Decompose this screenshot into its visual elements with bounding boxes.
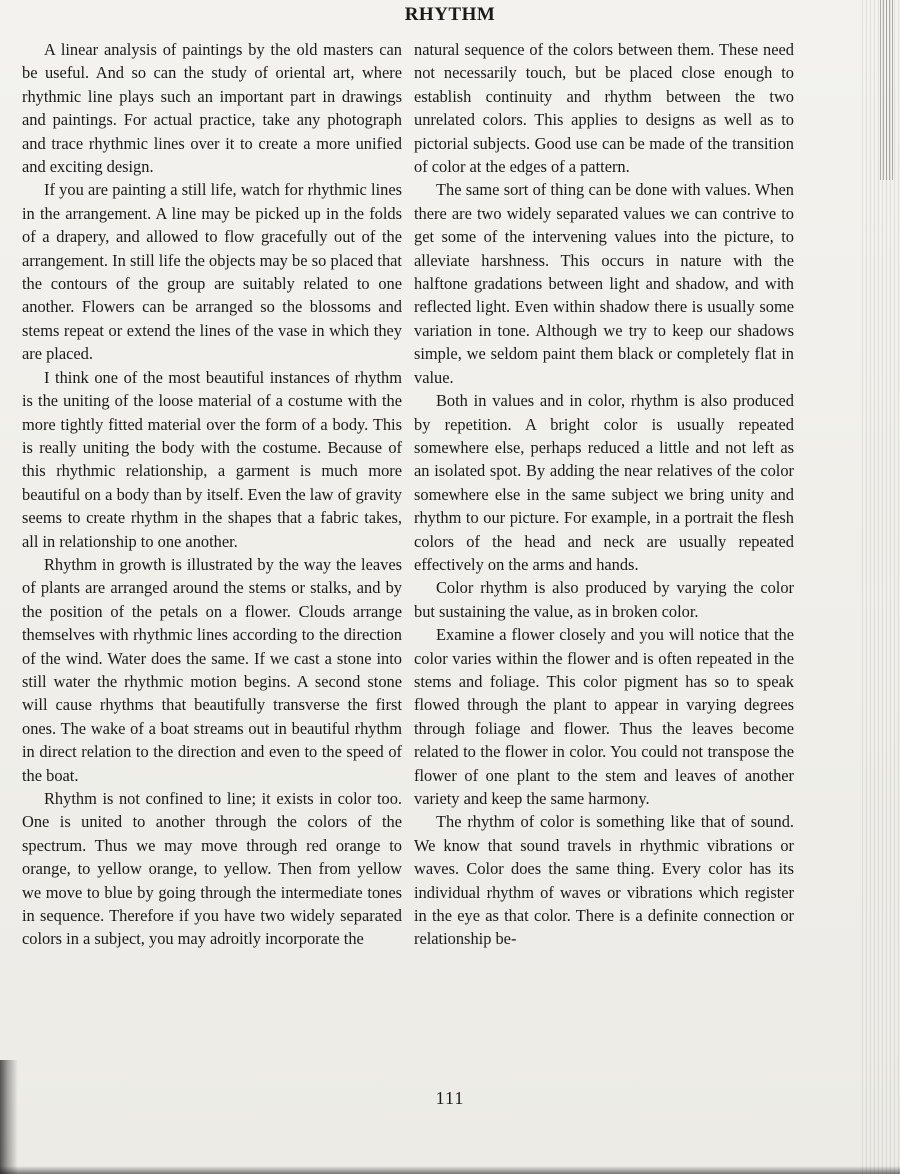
paragraph: Examine a flower closely and you will notice that the color varies within the flower and is often repeated in the stems and foliage. This color pigment has so to speak flowed through the plant to appear in varying degrees through foliage and flower. Thus the leaves become related to the flower in color. You could not transpose the flower of one plant to the stem and leaves of another variety and keep the same harmony. (414, 625, 794, 808)
page-number: 111 (435, 1088, 465, 1108)
paragraph: Both in values and in color, rhythm is also produced by repetition. A bright color is usually repeated somewhere else, perhaps reduced a little and not left as an isolated spot. By adding the near relatives of the color somewhere else in the same subject we bring unity and rhythm to our picture. For example, in a portrait the flesh colors of the head and neck are usually repeated effectively on the arms and hands. (414, 391, 794, 574)
paragraph: Rhythm is not confined to line; it exists in color too. One is united to another through the colors of the spectrum. Thus we may move through red orange to orange, to yellow orange, to yellow. Then from yellow we move to blue by going through the intermediate tones in sequence. Therefore if you have two widely separated colors in a subject, you may adroitly incorporate the (22, 789, 402, 949)
paragraph: natural sequence of the colors between them. These need not necessarily touch, but be placed close enough to establish continuity and rhythm between the two unrelated colors. This applies to designs as well as to pictorial subjects. Good use can be made of the transition of color at the edges of a pattern. (414, 40, 794, 177)
paragraph: The same sort of thing can be done with values. When there are two widely separated values we can contrive to get some of the intervening values into the picture, to alleviate harshness. This occurs in nature with the halftone gradations between light and shadow, and with reflected light. Even within shadow there is usually some variation in tone. Although we try to keep our shadows simple, we seldom paint them black or completely flat in value. (414, 180, 794, 387)
paragraph: Color rhythm is also produced by varying the color but sustaining the value, as in broken color. (414, 578, 794, 621)
scan-edge-shadow-left (0, 1060, 18, 1174)
paragraph: If you are painting a still life, watch for rhythmic lines in the arrangement. A line may be picked up in the folds of a drapery, and allowed to flow gracefully out of the arrangement. In still life the objects may be so placed that the contours of the group are suitably related to one another. Flowers can be arranged so the blossoms and stems repeat or extend the lines of the vase in which they are placed. (22, 180, 402, 364)
paragraph: I think one of the most beautiful instances of rhythm is the uniting of the loose material of a costume with the more tightly fitted material over the form of a body. This is really uniting the body with the costume. Because of this rhythmic relationship, a garment is much more beautiful on a body than by itself. Even the law of gravity seems to create rhythm in the shapes that a fabric takes, all in relationship to one another. (22, 367, 402, 551)
right-column (414, 38, 794, 951)
paragraph: The rhythm of color is something like that of sound. We know that sound travels in rhythmic vibrations or waves. Color does the same thing. Every color has its individual rhythm of waves or vibrations which register in the eye as that color. There is a definite connection or relationship be- (414, 812, 794, 949)
running-head: RHYTHM (404, 4, 496, 25)
scan-edge-shadow-right (862, 0, 900, 1174)
paragraph: Rhythm in growth is illustrated by the way the leaves of plants are arranged around the stems or stalks, and by the position of the petals on a flower. Clouds arrange themselves with rhythmic lines according to the direction of the wind. Water does the same. If we cast a stone into still water the rhythmic motion begins. A second stone will cause rhythms that beautifully transverse the first ones. The wake of a boat streams out in beautiful rhythm in direct relation to the direction and even to the speed of the boat. (22, 554, 402, 785)
scan-edge-shadow-bottom (0, 1166, 900, 1174)
paragraph: A linear analysis of paintings by the old masters can be useful. And so can the study of oriental art, where rhythmic line plays such an important part in drawings and paintings. For actual practice, take any photograph and trace rhythmic lines over it to create a more unified and exciting design. (22, 40, 402, 177)
left-column (22, 38, 402, 951)
